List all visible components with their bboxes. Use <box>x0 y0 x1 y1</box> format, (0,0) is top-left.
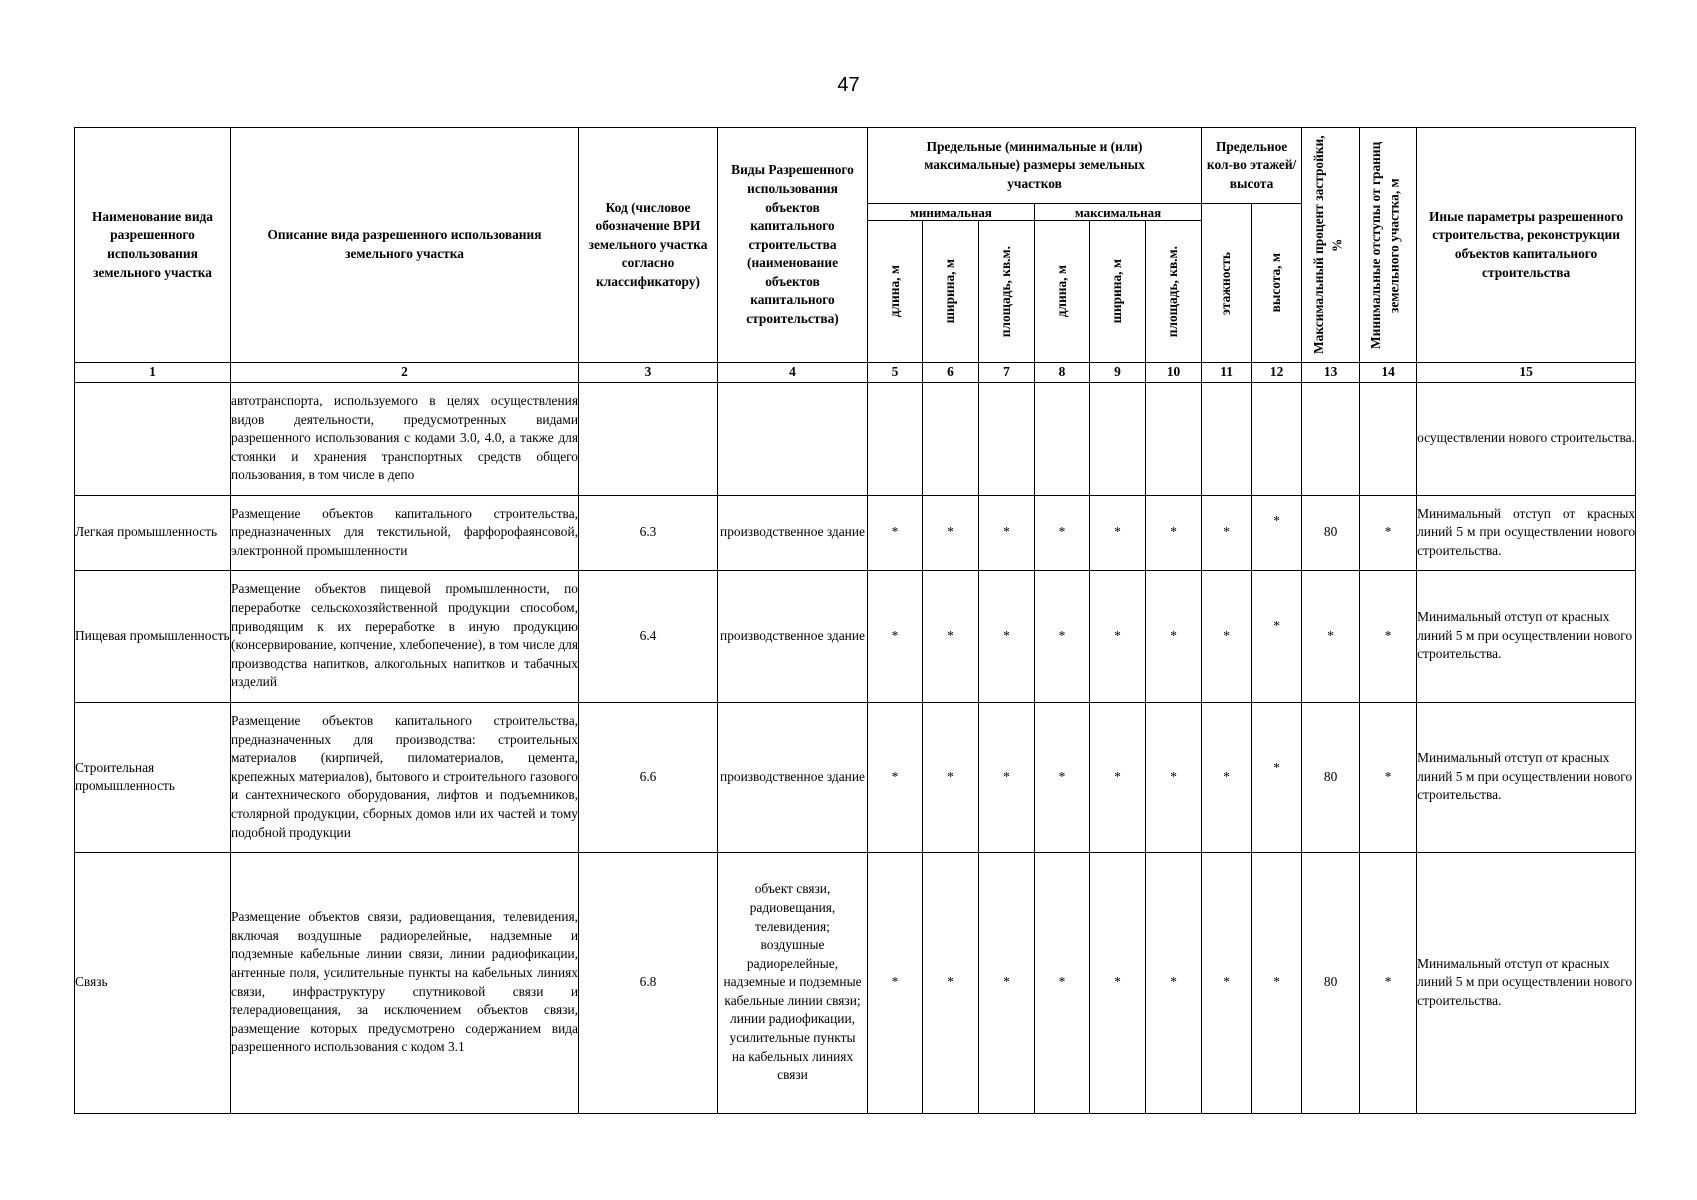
header-floors: этажность <box>1202 204 1252 363</box>
row-min-length: * <box>868 495 923 570</box>
table-row <box>75 495 1636 570</box>
row-percent: 80 <box>1302 852 1360 1113</box>
row-min-width: * <box>923 702 979 852</box>
header-height: высота, м <box>1252 204 1302 363</box>
row-name: Строительная промышленность <box>75 702 231 852</box>
row-description: Размещение объектов капитального строительства, предназначенных для текстильной, фарфорофаянсовой, электронной промышленности <box>231 495 579 570</box>
column-number: 13 <box>1302 363 1360 383</box>
row-setback <box>1360 382 1417 495</box>
row-height: * <box>1252 570 1302 702</box>
row-objects: производственное здание <box>718 570 868 702</box>
row-min-length <box>868 382 923 495</box>
row-setback: * <box>1360 570 1417 702</box>
header-min-width: ширина, м <box>923 221 979 363</box>
row-code: 6.8 <box>579 852 718 1113</box>
column-number: 4 <box>718 363 868 383</box>
header-max: максимальная <box>1035 204 1202 221</box>
row-max-width: * <box>1090 702 1146 852</box>
row-height: * <box>1252 852 1302 1113</box>
row-min-width: * <box>923 852 979 1113</box>
row-height <box>1252 382 1302 495</box>
row-objects: объект связи, радиовещания, телевидения; воздушные радиорелейные, надземные и подземные кабельные линии связи; линии радиофикации, усилительные пункты на кабельных линиях связи <box>718 852 868 1113</box>
row-height: * <box>1252 702 1302 852</box>
header-max-width: ширина, м <box>1090 221 1146 363</box>
column-number: 2 <box>231 363 579 383</box>
row-min-width: * <box>923 570 979 702</box>
header-max-area: площадь, кв.м. <box>1146 221 1202 363</box>
column-number: 7 <box>979 363 1035 383</box>
header-name: Наименование вида разрешенного использования земельного участка <box>75 128 231 363</box>
row-min-area: * <box>979 495 1035 570</box>
row-max-length: * <box>1035 852 1090 1113</box>
row-max-area <box>1146 382 1202 495</box>
row-percent: 80 <box>1302 495 1360 570</box>
row-name: Связь <box>75 852 231 1113</box>
row-other: осуществлении нового строительства. <box>1417 382 1636 495</box>
row-min-length: * <box>868 570 923 702</box>
row-percent: * <box>1302 570 1360 702</box>
row-min-area: * <box>979 570 1035 702</box>
row-description: Размещение объектов пищевой промышленности, по переработке сельскохозяйственной продукции способом, приводящим к их переработке в иную продукцию (консервирование, копчение, хлебопечение), в том числе для производства напитков, алкогольных напитков и табачных изделий <box>231 570 579 702</box>
table-row <box>75 570 1636 702</box>
row-other: Минимальный отступ от красных линий 5 м при осуществлении нового строительства. <box>1417 570 1636 702</box>
column-numbers-row <box>75 363 1636 383</box>
row-other: Минимальный отступ от красных линий 5 м при осуществлении нового строительства. <box>1417 702 1636 852</box>
row-objects: производственное здание <box>718 495 868 570</box>
header-min: минимальная <box>868 204 1035 221</box>
row-description: автотранспорта, используемого в целях осуществления видов деятельности, предусмотренных видами разрешенного использования с кодами 3.0, 4.0, а также для стоянки и хранения транспортных средств общего пользования, в том числе в депо <box>231 382 579 495</box>
row-objects <box>718 382 868 495</box>
row-min-area: * <box>979 852 1035 1113</box>
table-body <box>75 382 1636 1113</box>
row-floors: * <box>1202 570 1252 702</box>
column-number: 3 <box>579 363 718 383</box>
row-min-width <box>923 382 979 495</box>
row-setback: * <box>1360 495 1417 570</box>
row-max-area: * <box>1146 495 1202 570</box>
row-max-length: * <box>1035 495 1090 570</box>
column-number: 5 <box>868 363 923 383</box>
row-floors: * <box>1202 852 1252 1113</box>
header-size-limits: Предельные (минимальные и (или) максимальные) размеры земельных участков <box>868 128 1202 204</box>
row-name: Легкая промышленность <box>75 495 231 570</box>
row-name: Пищевая промышленность <box>75 570 231 702</box>
header-max-length: длина, м <box>1035 221 1090 363</box>
row-floors: * <box>1202 702 1252 852</box>
header-code: Код (числовое обозначение ВРИ земельного участка согласно классификатору) <box>579 128 718 363</box>
column-number: 12 <box>1252 363 1302 383</box>
row-min-width: * <box>923 495 979 570</box>
row-setback: * <box>1360 852 1417 1113</box>
header-min-area: площадь, кв.м. <box>979 221 1035 363</box>
row-max-length: * <box>1035 702 1090 852</box>
row-max-area: * <box>1146 702 1202 852</box>
row-max-length <box>1035 382 1090 495</box>
table-header <box>75 128 1636 383</box>
row-description: Размещение объектов связи, радиовещания, телевидения, включая воздушные радиорелейные, надземные и подземные кабельные линии связи, линии радиофикации, антенные поля, усилительные пункты на кабельных линиях связи, инфраструктуру спутниковой связи и телерадиовещания, за исключением объектов связи, размещение которых предусмотрено содержанием вида разрешенного использования с кодом 3.1 <box>231 852 579 1113</box>
row-setback: * <box>1360 702 1417 852</box>
page-number: 47 <box>837 74 860 96</box>
header-description: Описание вида разрешенного использования земельного участка <box>231 128 579 363</box>
column-number: 14 <box>1360 363 1417 383</box>
header-max-percent: Максимальный процент застройки, % <box>1302 128 1360 363</box>
row-percent <box>1302 382 1360 495</box>
row-code: 6.6 <box>579 702 718 852</box>
row-percent: 80 <box>1302 702 1360 852</box>
zoning-table <box>74 127 1636 1114</box>
column-number: 11 <box>1202 363 1252 383</box>
row-max-width: * <box>1090 495 1146 570</box>
row-objects: производственное здание <box>718 702 868 852</box>
row-description: Размещение объектов капитального строительства, предназначенных для производства: строительных материалов (кирпичей, пиломатериалов, цемента, крепежных материалов), бытового и строительного газового и сантехнического оборудования, лифтов и подъемников, столярной продукции, сборных домов или их частей и тому подобной продукции <box>231 702 579 852</box>
row-max-area: * <box>1146 852 1202 1113</box>
row-code: 6.3 <box>579 495 718 570</box>
row-min-area: * <box>979 702 1035 852</box>
row-code: 6.4 <box>579 570 718 702</box>
row-min-area <box>979 382 1035 495</box>
row-max-area: * <box>1146 570 1202 702</box>
row-name <box>75 382 231 495</box>
table-row <box>75 702 1636 852</box>
column-number: 8 <box>1035 363 1090 383</box>
column-number: 6 <box>923 363 979 383</box>
row-min-length: * <box>868 702 923 852</box>
header-min-setback: Минимальные отступы от границ земельного участка, м <box>1360 128 1417 363</box>
table-row <box>75 852 1636 1113</box>
header-objects: Виды Разрешенного использования объектов капитального строительства (наименование объектов капитального строительства) <box>718 128 868 363</box>
row-other: Минимальный отступ от красных линий 5 м при осуществлении нового строительства. <box>1417 852 1636 1113</box>
header-min-length: длина, м <box>868 221 923 363</box>
row-max-width: * <box>1090 852 1146 1113</box>
row-floors: * <box>1202 495 1252 570</box>
row-max-width <box>1090 382 1146 495</box>
row-floors <box>1202 382 1252 495</box>
row-height: * <box>1252 495 1302 570</box>
column-number: 9 <box>1090 363 1146 383</box>
header-other-params: Иные параметры разрешенного строительства, реконструкции объектов капитального строительства <box>1417 128 1636 363</box>
column-number: 10 <box>1146 363 1202 383</box>
table-row <box>75 382 1636 495</box>
column-number: 1 <box>75 363 231 383</box>
header-floors-limit: Предельное кол-во этажей/ высота <box>1202 128 1302 204</box>
row-max-width: * <box>1090 570 1146 702</box>
row-max-length: * <box>1035 570 1090 702</box>
row-code <box>579 382 718 495</box>
row-min-length: * <box>868 852 923 1113</box>
column-number: 15 <box>1417 363 1636 383</box>
row-other: Минимальный отступ от красных линий 5 м при осуществлении нового строительства. <box>1417 495 1636 570</box>
